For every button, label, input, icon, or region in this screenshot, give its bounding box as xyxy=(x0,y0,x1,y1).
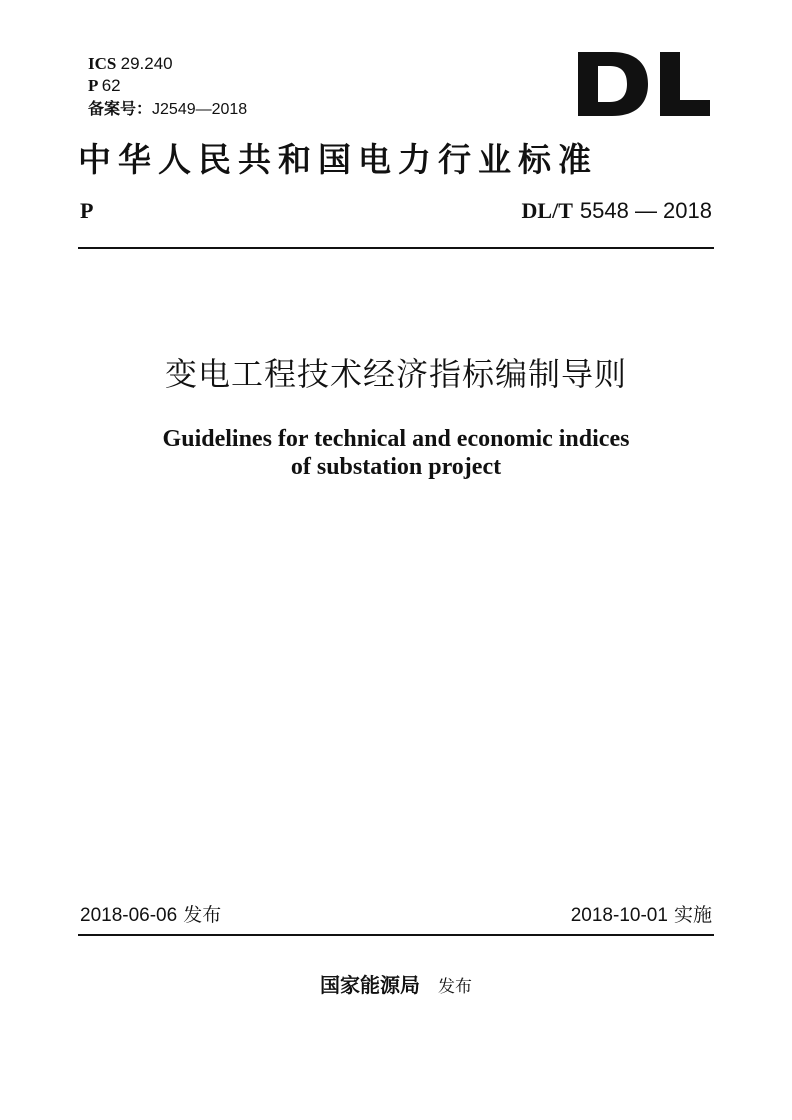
document-title-chinese: 变电工程技术经济指标编制导则 xyxy=(164,355,627,393)
filing-value: J2549—2018 xyxy=(152,101,248,118)
implementation-date xyxy=(571,902,712,929)
ics-value: 29.240 xyxy=(120,54,173,73)
dl-logo xyxy=(578,52,710,116)
standard-number-value: 5548 — 2018 xyxy=(579,198,712,223)
filing-label: 备案号： xyxy=(88,99,153,118)
standard-title: 中华人民共和国电力行业标准 xyxy=(78,140,598,179)
issue-date xyxy=(80,902,221,929)
footer-divider xyxy=(78,934,714,936)
implementation-date-label: 实施 xyxy=(673,904,712,926)
ccs-label: P xyxy=(88,76,98,95)
header-divider xyxy=(78,247,714,249)
standard-number-prefix: DL/T xyxy=(521,198,573,223)
publisher xyxy=(0,970,792,1002)
document-title-english-line1: Guidelines for technical and economic indices xyxy=(162,426,630,452)
ics-label: ICS xyxy=(88,54,117,73)
issue-date-label: 发布 xyxy=(183,904,222,926)
document-title-english-line2: of substation project xyxy=(290,454,502,480)
ccs-value: 62 xyxy=(101,76,121,95)
filing-number xyxy=(88,99,247,120)
category-letter: P xyxy=(80,198,94,223)
standard-number xyxy=(522,198,712,225)
publisher-name: 国家能源局 xyxy=(320,973,420,997)
issue-date-value: 2018-06-06 xyxy=(80,905,178,926)
publisher-action: 发布 xyxy=(438,977,472,997)
ccs-code xyxy=(88,76,121,96)
implementation-date-value: 2018-10-01 xyxy=(570,905,668,926)
ics-code xyxy=(88,54,173,74)
